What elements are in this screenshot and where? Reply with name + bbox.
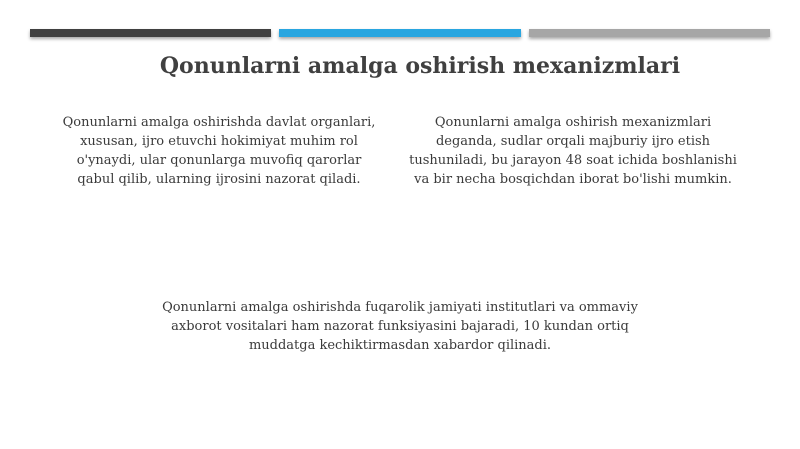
accent-bar-dark [30,29,271,37]
paragraph-bottom: Qonunlarni amalga oshirishda fuqarolik jamiyati institutlari va ommaviy axborot vositalari ham nazorat funksiyasini bajaradi, 10 kundan ortiq muddatga kechiktirmasdan xabardor qilinadi. [162,300,638,353]
accent-bar-gray [529,29,770,37]
paragraph-right: Qonunlarni amalga oshirish mexanizmlari deganda, sudlar orqali majburiy ijro etish tushuniladi, bu jarayon 48 soat ichida boshlanishi va bir necha bosqichdan iborat bo'lishi mumkin. [409,115,737,187]
slide-title: Qonunlarni amalga oshirish mexanizmlari [159,53,681,79]
accent-bar-blue [279,29,521,37]
paragraph-left: Qonunlarni amalga oshirishda davlat organlari, xususan, ijro etuvchi hokimiyat muhim rol o'ynaydi, ular qonunlarga muvofiq qarorlar qabul qilib, ularning ijrosini nazorat qiladi. [62,115,376,187]
